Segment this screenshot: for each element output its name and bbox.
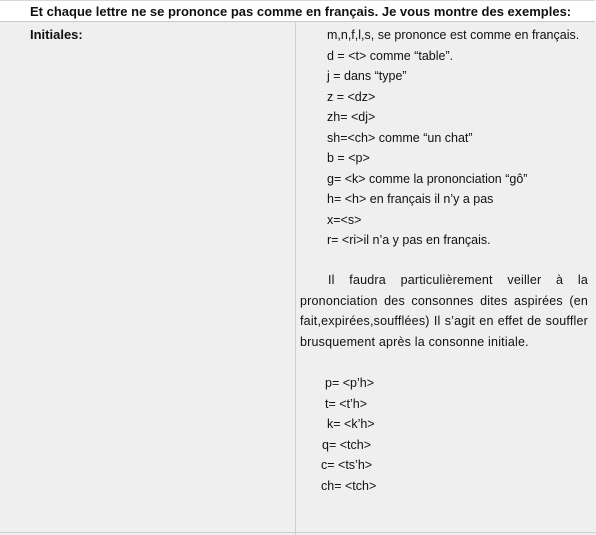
table-bottom-border [0,532,596,533]
pronunciation-line: x=<s> [327,212,362,227]
paragraph-text: Il faudra particulièrement veiller à la prononciation des consonnes dites aspirées (en fait,expirées,soufflées) Il s’agit en effet de souffler brusquement après la consonne initiale. [300,273,588,349]
pronunciation-line: zh= <dj> [327,110,376,124]
aspirated-consonants-paragraph [300,270,588,352]
aspirated-line: p= <p’h> [325,376,375,390]
pronunciation-line: d = <t> comme “table”. [327,48,454,63]
aspirated-line: t= <t’h> [325,396,368,411]
aspirated-line: k= <k’h> [327,417,375,431]
pronunciation-line: m,n,f,l,s, se prononce est comme en français. [327,28,580,42]
pronunciation-line: sh=<ch> comme “un chat” [327,130,473,145]
header-title: Et chaque lettre ne se prononce pas comme en français. Je vous montre des exemples: [30,4,572,19]
initials-label: Initiales: [30,27,83,42]
left-cell [0,22,296,535]
pronunciation-line: z = <dz> [327,89,376,104]
right-cell [296,22,596,535]
pronunciation-line: g= <k> comme la prononciation “gô” [327,171,528,186]
aspirated-line: ch= <tch> [321,478,377,493]
aspirated-line: c= <ts’h> [321,458,373,472]
pronunciation-line: r= <ri>il n’a y pas en français. [327,233,491,247]
table-header-row [0,0,595,22]
pronunciation-line: b = <p> [327,151,370,165]
aspirated-line: q= <tch> [322,437,371,452]
pronunciation-line: h= <h> en français il n’y a pas [327,192,494,206]
pronunciation-line: j = dans “type” [327,69,407,83]
